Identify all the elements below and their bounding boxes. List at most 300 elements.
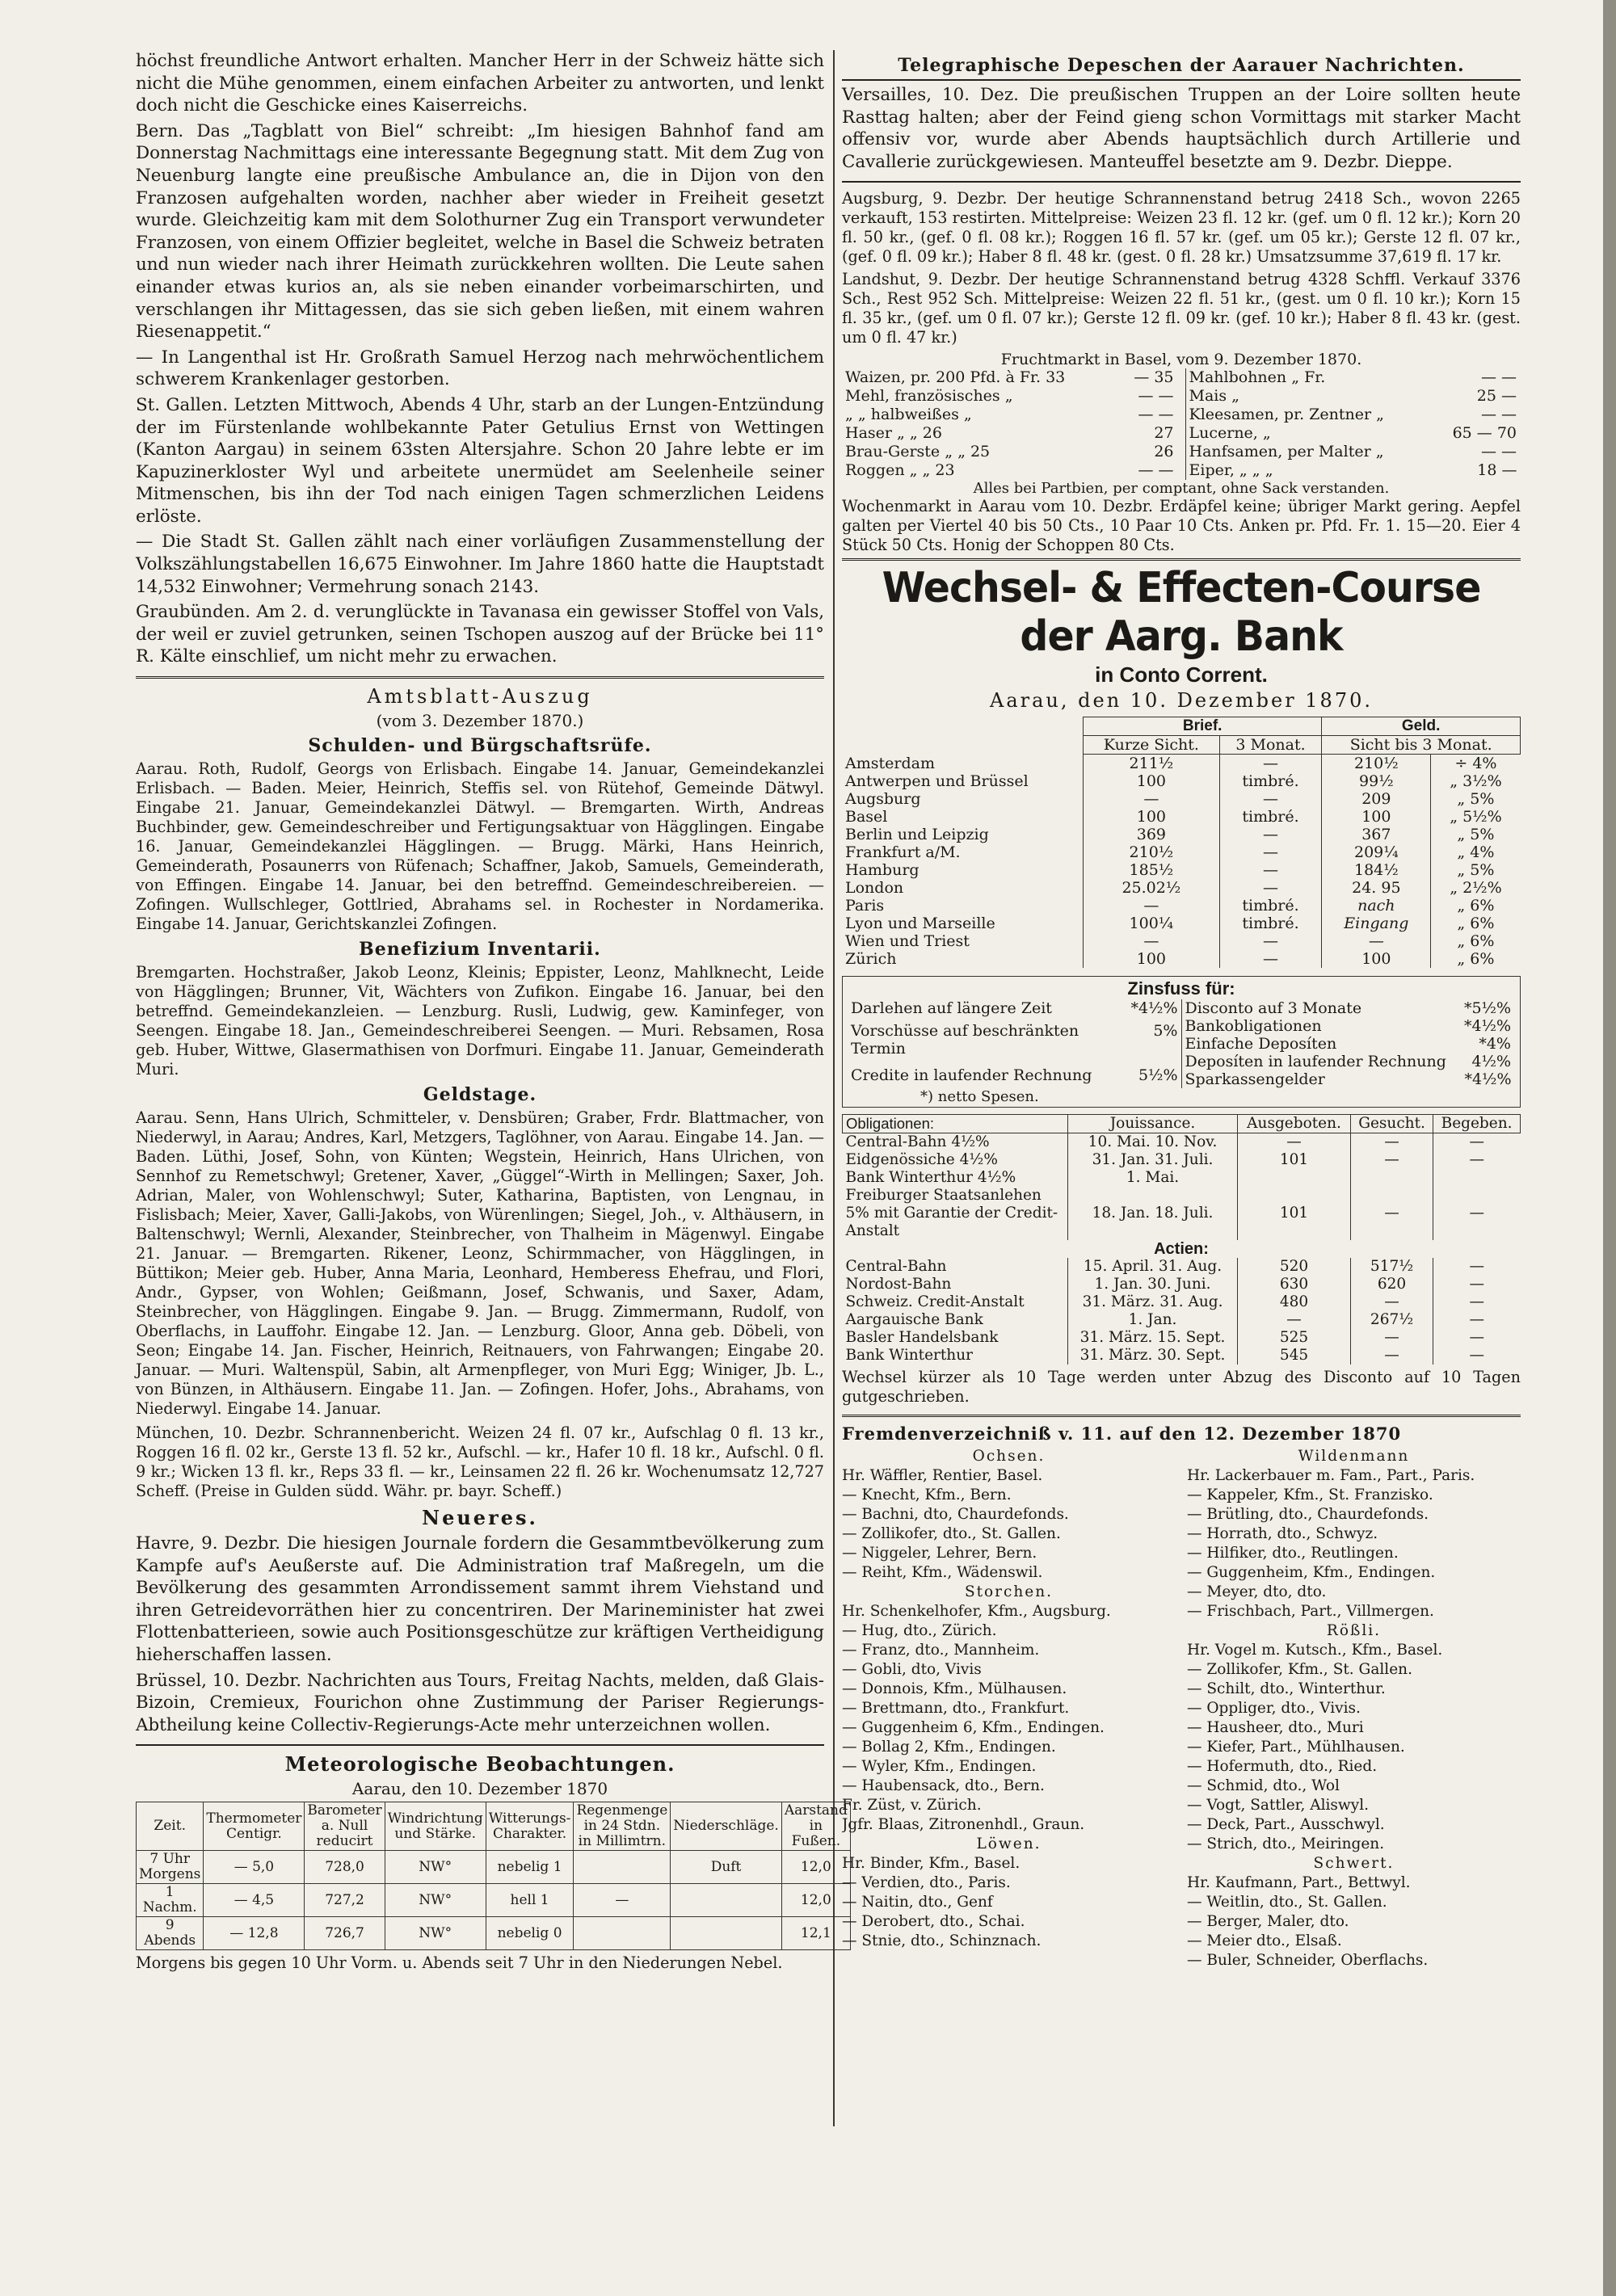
exchange-cell: Amsterdam	[845, 755, 935, 773]
fruchtmarkt-cell: 18 —	[1477, 461, 1517, 480]
fruchtmarkt-cell: „ „ halbweißes „	[845, 406, 972, 424]
zinsfuss-cell: *5½%	[1463, 999, 1511, 1018]
security-cell: 15. April. 31. Aug.	[1068, 1258, 1238, 1276]
meteo-cell: 727,2	[305, 1884, 385, 1917]
schulden-text: Aarau. Roth, Rudolf, Georgs von Erlisbach. Eingabe 14. Januar, Gemeindekanzlei Erlisbach. — Baden. Meier, Heinrich, Steffis sel. von Rütehof, Gemeinde Dätwyl. Eingabe 21. Januar, Gemeindekanzlei Dätwyl. — Bremgarten. Wirth, Andreas Buchbinder, gew. Gemeindeschreiber und Fertigungsaktuar von Hägglingen. Eingabe 16. Januar, Gemeindekanzlei Hägglingen. — Brugg. Märki, Hans Heinrich, Gemeinderath, Posaunerrs von Rüfenach; Schaffner, Jakob, Samuels, Gemeinderath, von Effingen. Eingabe 14. Januar, bei den betreffnd. Gemeindeschreibereien. — Zofingen. Wullschleger, Gottlried, Abrahams sel. in Rochester in Nordamerika. Eingabe 14. Januar, Gerichtskanzlei Zofingen.	[136, 759, 824, 934]
exchange-cell: 210½	[1322, 755, 1431, 773]
security-cell: Bank Winterthur	[845, 1347, 973, 1365]
blank-header	[842, 717, 1084, 736]
exchange-row	[842, 932, 1521, 950]
meteo-cell: hell 1	[486, 1884, 574, 1917]
security-row	[843, 1311, 1521, 1329]
amtsblatt-date: (vom 3. Dezember 1870.)	[376, 711, 584, 731]
fruchtmarkt-title: Fruchtmarkt in Basel, vom 9. Dezember 1870.	[1000, 351, 1362, 369]
guest-entry: — Berger, Maler, dto.	[1187, 1913, 1349, 1931]
article-havre: Havre, 9. Dezbr. Die hiesigen Journale fordern die Gesammtbevölkerung zum Kampfe auf's Aeußerste auf. Die Administration traf Maßregeln, um die Bevölkerung des gesammten Arrondissement sammt ihrem Viehstand und ihren Getreidevorräthen hier zu concentriren. Der Marineminister hat zwei Flottenbatterieen, sowie auch Positionsgeschütze zur kräftigen Vertheidigung hieherschaffen lassen.	[136, 1533, 824, 1665]
meteo-header-row	[137, 1802, 851, 1851]
security-row	[843, 1258, 1521, 1276]
security-cell: 1. Mai.	[1068, 1169, 1238, 1187]
guest-entry: — Naitin, dto., Genf	[842, 1894, 993, 1911]
guest-entry: — Kiefer, Part., Mühlhausen.	[1187, 1739, 1405, 1756]
zinsfuss-cell: 5%	[1153, 1021, 1178, 1040]
guest-entry: — Frischbach, Part., Villmergen.	[1187, 1603, 1434, 1621]
zinsfuss-cell: *4½%	[1463, 1017, 1511, 1036]
meteo-header-cell: Thermometer Centigr.	[204, 1802, 305, 1851]
exchange-cell: „ 5%	[1457, 790, 1495, 809]
meteo-cell: — 5,0	[204, 1851, 305, 1884]
meteo-header-cell: Zeit.	[137, 1802, 204, 1851]
fruchtmarkt-cell: 25 —	[1476, 387, 1517, 406]
exchange-row	[842, 808, 1521, 826]
exchange-cell: ÷ 4%	[1454, 755, 1497, 773]
zinsfuss-cell: Vorschüsse auf beschränkten Termin	[851, 1021, 1079, 1058]
meteo-cell: —	[574, 1884, 671, 1917]
fruchtmarkt-row	[1185, 461, 1521, 480]
exchange-cell: —	[1219, 932, 1322, 950]
security-cell: Central-Bahn 4½%	[845, 1133, 990, 1151]
exchange-cell: —	[1084, 897, 1220, 915]
meteo-cell: — 4,5	[204, 1884, 305, 1917]
meteo-cell: 728,0	[305, 1851, 385, 1884]
guest-entry: Hr. Binder, Kfm., Basel.	[842, 1855, 1021, 1873]
fruchtmarkt-row	[1185, 368, 1521, 387]
article-intro: höchst freundliche Antwort erhalten. Mancher Herr in der Schweiz hätte sich nicht die Mühe genommen, einem einfachen Arbeiter zu antworten, und lenkt doch nicht die Geschicke eines Kaiserreichs.	[136, 51, 824, 116]
fruchtmarkt-cell: 65 — 70	[1452, 424, 1517, 443]
security-cell: —	[1351, 1329, 1433, 1347]
meteo-cell: Duft	[671, 1851, 782, 1884]
fremden-list	[842, 1447, 1521, 1970]
fruchtmarkt-cell: — —	[1480, 443, 1517, 461]
geld-header: Geld.	[1322, 717, 1521, 736]
security-row	[843, 1169, 1521, 1187]
guest-entry: — Guggenheim, Kfm., Endingen.	[1187, 1564, 1436, 1582]
exchange-cell: London	[845, 879, 904, 898]
meteo-cell: NW°	[385, 1851, 486, 1884]
divider	[842, 79, 1521, 81]
right-column	[842, 50, 1521, 1970]
guest-entry: — Stnie, dto., Schinznach.	[842, 1932, 1042, 1950]
security-cell: 1. Jan.	[1068, 1311, 1238, 1329]
security-row	[843, 1187, 1521, 1240]
zinsfuss-row	[1181, 1017, 1515, 1035]
guest-entry: — Deck, Part., Ausschwyl.	[1187, 1816, 1385, 1834]
zinsfuss-row	[1181, 999, 1515, 1017]
security-cell: —	[1433, 1187, 1521, 1240]
exchange-cell: 25.02½	[1084, 879, 1220, 897]
article-stgallen: St. Gallen. Letzten Mittwoch, Abends 4 Uhr, starb an der Lungen-Entzündung der im Fürstenlande wohlbekannte Pater Getulius Ernst von Wettingen (Kanton Aargau) in seinem 63sten Altersjahre. Schon 20 Jahre lebte er im Kapuzinerkloster Wyl und arbeitete unermüdet am Seelenheile seiner Mitmenschen, bis ihn der Tod nach einigen Tagen schmerzlichen Leidens erlöste.	[136, 394, 824, 527]
security-cell: —	[1351, 1293, 1433, 1311]
zinsfuss-cell: Credite in laufender Rechnung	[851, 1066, 1092, 1084]
guest-entry: Hr. Wäffler, Rentier, Basel.	[842, 1467, 1043, 1485]
zinsfuss-title: Zinsfuss für:	[1127, 978, 1235, 999]
fremden-title: Fremdenverzeichniß v. 11. auf den 12. Dezember 1870	[842, 1423, 1402, 1444]
fruchtmarkt-row	[1185, 424, 1521, 443]
schulden-heading: Schulden- und Bürgschaftsrüfe.	[308, 735, 652, 757]
guest-entry: Hr. Lackerbauer m. Fam., Part., Paris.	[1187, 1467, 1475, 1485]
exchange-row	[842, 897, 1521, 915]
guest-entry: — Zollikofer, dto., St. Gallen.	[842, 1525, 1061, 1543]
zinsfuss-row	[1181, 1035, 1515, 1053]
exchange-cell: —	[1219, 790, 1322, 808]
exchange-cell: Basel	[845, 808, 888, 826]
meteo-row	[137, 1851, 851, 1884]
zinsfuss-cell: *4%	[1479, 1035, 1511, 1053]
exchange-cell: —	[1219, 826, 1322, 843]
zinsfuss-cell: *4½%	[1130, 999, 1178, 1018]
exchange-cell: —	[1219, 843, 1322, 861]
security-cell: —	[1238, 1311, 1351, 1329]
article-bruessel: Brüssel, 10. Dezbr. Nachrichten aus Tours, Freitag Nachts, melden, daß Glais-Bizoin, Cremieux, Fourichon ohne Zustimmung der Pariser Regierungs-Abtheilung keine Collectiv-Regierungs-Acte mehr unterzeichnen wollen.	[136, 1670, 824, 1735]
security-row	[843, 1293, 1521, 1311]
exchange-row	[842, 843, 1521, 861]
guest-entry: — Hug, dto., Zürich.	[842, 1622, 997, 1640]
guest-entry: Storchen.	[964, 1583, 1054, 1601]
exchange-row	[842, 790, 1521, 808]
meteo-body	[137, 1851, 851, 1950]
zinsfuss-row	[848, 1022, 1181, 1066]
security-cell: 525	[1238, 1329, 1351, 1347]
exchange-cell: Wien und Triest	[845, 932, 970, 951]
exchange-cell: nach	[1322, 897, 1431, 915]
guest-entry: — Vogt, Sattler, Aliswyl.	[1187, 1797, 1369, 1815]
drei-monat-header: 3 Monat.	[1219, 736, 1322, 755]
security-cell: Bank Winterthur 4½%	[845, 1169, 1016, 1187]
benefizium-heading: Benefizium Inventarii.	[359, 939, 601, 961]
meteo-cell: 9 Abends	[137, 1917, 204, 1950]
security-cell: —	[1351, 1151, 1433, 1169]
exchange-cell: „ 5%	[1457, 826, 1495, 844]
fruchtmarkt-cell: Eiper, „ „ „	[1189, 461, 1273, 480]
exchange-cell: 211½	[1084, 755, 1220, 773]
neueres-heading: Neueres.	[422, 1506, 538, 1530]
guest-entry: — Schilt, dto., Winterthur.	[1187, 1680, 1386, 1698]
zinsfuss-note: *) netto Spesen.	[920, 1088, 1039, 1106]
zinsfuss-row	[1181, 1070, 1515, 1088]
article-graubuenden: Graubünden. Am 2. d. verunglückte in Tavanasa ein gewisser Stoffel von Vals, der weil er zuviel getrunken, seinen Tschopen auszog auf der Brücke bei 11° R. Kälte einschlief, um nicht mehr zu erwachen.	[136, 602, 824, 667]
guest-entry: — Guggenheim 6, Kfm., Endingen.	[842, 1719, 1105, 1737]
exchange-cell: Frankfurt a/M.	[845, 843, 961, 862]
zinsfuss-cell: Sparkassengelder	[1185, 1070, 1325, 1089]
guest-entry: — Zollikofer, Kfm., St. Gallen.	[1187, 1661, 1412, 1679]
guest-entry: — Franz, dto., Mannheim.	[842, 1642, 1040, 1659]
fruchtmarkt-row	[1185, 387, 1521, 406]
exchange-row	[842, 950, 1521, 968]
obligationen-body	[843, 1133, 1521, 1241]
guest-entry: Fr. Züst, v. Zürich.	[842, 1797, 982, 1815]
security-cell: —	[1433, 1329, 1521, 1347]
exchange-cell: —	[1084, 932, 1220, 950]
exchange-cell: „ 6%	[1457, 897, 1495, 915]
guest-entry: — Wyler, Kfm., Endingen.	[842, 1758, 1037, 1776]
muenchen-report: München, 10. Dezbr. Schrannenbericht. Weizen 24 fl. 07 kr., Aufschlag 0 fl. 13 kr., Roggen 16 fl. 02 kr., Gerste 13 fl. 52 kr., Aufschl. — kr., Hafer 10 fl. 18 kr., Aufschl. 0 fl. 9 kr.; Wicken 13 fl. kr., Reps 33 fl. — kr., Leinsamen 22 fl. 26 kr. Wochenumsatz 12,727 Scheff. (Preise in Gulden südd. Währ. pr. bayr. Scheff.)	[136, 1423, 824, 1501]
meteo-cell: NW°	[385, 1917, 486, 1950]
security-cell: —	[1433, 1133, 1521, 1152]
fruchtmarkt-cell: Haser „ „ 26	[845, 424, 942, 443]
fruchtmarkt-right	[1185, 368, 1521, 480]
meteo-cell	[574, 1917, 671, 1950]
fruchtmarkt-row	[842, 443, 1177, 461]
exchange-cell: „ 6%	[1457, 915, 1495, 933]
fruchtmarkt-cell: — —	[1480, 406, 1517, 424]
exchange-cell: Augsburg	[845, 790, 921, 809]
fruchtmarkt-row	[842, 424, 1177, 443]
article-versailles: Versailles, 10. Dez. Die preußischen Truppen an der Loire sollten heute Rasttag halten; aber der Feind gieng schon Vormittags mit starker Macht offensiv vor, wurde aber Abends hauptsächlich durch Artillerie und Cavallerie zurückgewiesen. Manteuffel besetzte am 9. Dezbr. Dieppe.	[842, 85, 1521, 172]
fruchtmarkt-cell: 27	[1154, 424, 1174, 443]
guest-entry: Löwen.	[976, 1836, 1042, 1853]
security-cell: 31. Jan. 31. Juli.	[1068, 1151, 1238, 1169]
divider	[842, 558, 1521, 561]
security-cell: 480	[1238, 1293, 1351, 1311]
divider	[136, 1744, 824, 1746]
amtsblatt-title: Amtsblatt-Auszug	[367, 685, 593, 709]
meteo-header-cell: Aarstand in Fußen.	[781, 1802, 850, 1851]
wochenmarkt-report: Wochenmarkt in Aarau vom 10. Dezbr. Erdäpfel keine; übriger Markt gering. Aepfel galten per Viertel 40 bis 50 Cts., 10 Paar 10 Cts. Anken pr. Pfd. Fr. 1. 15—20. Eier 4 Stück 50 Cts. Honig der Schoppen 80 Cts.	[842, 497, 1521, 555]
security-cell: 10. Mai. 10. Nov.	[1068, 1133, 1238, 1152]
divider	[842, 1415, 1521, 1417]
meteo-cell: nebelig 1	[486, 1851, 574, 1884]
security-cell	[1238, 1169, 1351, 1187]
actien-title: Actien:	[1154, 1240, 1209, 1259]
meteo-cell: 726,7	[305, 1917, 385, 1950]
fruchtmarkt-cell: 26	[1154, 443, 1174, 461]
security-cell: Aargauische Bank	[845, 1311, 983, 1329]
security-cell: —	[1433, 1258, 1521, 1276]
divider	[842, 181, 1521, 183]
meteo-cell: NW°	[385, 1884, 486, 1917]
meteo-header-cell: Niederschläge.	[671, 1802, 782, 1851]
exchange-cell: „ 5%	[1457, 861, 1495, 880]
security-cell: 517½	[1351, 1258, 1433, 1276]
bank-title: Wechsel- & Effecten-Course der Aarg. Bank	[882, 564, 1481, 662]
obligationen-table	[842, 1114, 1521, 1365]
fruchtmarkt-row	[1185, 443, 1521, 461]
fruchtmarkt-cell: Mehl, französisches „	[845, 387, 1013, 406]
zinsfuss-cell: Einfache Deposíten	[1185, 1035, 1337, 1053]
exchange-cell: —	[1219, 950, 1322, 968]
exchange-cell: 100¼	[1084, 915, 1220, 932]
guest-entry: Jgfr. Blaas, Zitronenhdl., Graun.	[842, 1816, 1085, 1834]
exchange-cell: 100	[1322, 808, 1431, 826]
meteo-row	[137, 1884, 851, 1917]
guest-entry: — Meyer, dto, dto.	[1187, 1583, 1327, 1601]
security-cell: 630	[1238, 1276, 1351, 1293]
zinsfuss-cols	[848, 999, 1515, 1088]
zinsfuss-cell: *4½%	[1464, 1070, 1512, 1089]
exchange-cell: „ 2½%	[1450, 879, 1502, 898]
geldstage-text: Aarau. Senn, Hans Ulrich, Schmitteler, v. Densbüren; Graber, Frdr. Blattmacher, von Niederwyl, in Aarau; Andres, Karl, Metzgers, Taglöhner, von Aarau. Eingabe 14. Jan. — Baden. Lüthi, Josef, Sohn, von Künten; Wegstein, Heinrich, Hans Ulrichen, von Sennhof zu Remetschwyl; Gretener, Xaver, „Güggel“-Wirth in Mellingen; Saxer, Joh. Adrian, Maler, von Wohlenschwyl; Suter, Katharina, Baptisten, von Lengnau, in Fislisbach; Meier, Xaver, Galli-Jakobs, von Würenlingen; Siegel, Joh., v. Althäusern, in Baltenschwyl; Wernli, Alexander, Steinbrecher, von Thalheim in Mägenwyl. Eingabe 21. Januar. — Bremgarten. Rikener, Leonz, Schirmmacher, von Hägglingen, in Büttikon; Meier geb. Huber, Anna Maria, Leonhard, Hemberess Ehefrau, und Flori, Andr., Gypser, von Wohlen; Geißmann, Josef, Schwanis, und Saxer, Adam, Steinbrecher, von Hägglingen. Eingabe 9. Jan. — Brugg. Zimmermann, Rudolf, von Oberflachs, in Lauffohr. Eingabe 12. Jan. — Lenzburg. Gloor, Anna geb. Döbeli, von Seon; Eingabe 14. Jan. Fischer, Heinrich, Reitnauers, von Fahrwangen; Eingabe 20. Januar. — Muri. Waltenspül, Sabin, alt Armenpfleger, von Muri Egg; Winiger, Jb. L., von Bünzen, in Althäusern. Eingabe 11. Jan. — Zofingen. Hofer, Johs., Abrahams, von Niederwyl. Eingabe 14. Januar.	[136, 1108, 824, 1419]
exchange-cell: —	[1219, 755, 1322, 773]
zinsfuss-row	[1181, 1053, 1515, 1070]
augsburg-report: Augsburg, 9. Dezbr. Der heutige Schrannenstand betrug 2418 Sch., wovon 2265 verkauft, 153 restirten. Mittelpreise: Weizen 23 fl. 12 kr. (gef. um 0 fl. 12 kr.); Korn 20 fl. 50 kr., (gef. 0 fl. 08 kr.); Roggen 16 fl. 57 kr. (gef. um 05 kr.); Gerste 12 fl. 07 kr., (gef. 0 fl. 09 kr.); Haber 8 fl. 48 kr. (gest. 0 fl. 28 kr.) Umsatzsumme 37,619 fl. 17 kr.	[842, 189, 1521, 267]
fruchtmarkt-cell: Kleesamen, pr. Zentner „	[1189, 406, 1384, 424]
exchange-cell: —	[1084, 790, 1220, 808]
exchange-cell: —	[1219, 861, 1322, 879]
security-cell: —	[1351, 1347, 1433, 1365]
exchange-cell: „ 6%	[1457, 950, 1495, 969]
meteo-footnote: Morgens bis gegen 10 Uhr Vorm. u. Abends seit 7 Uhr in den Niederungen Nebel.	[136, 1953, 783, 1973]
security-cell: —	[1433, 1311, 1521, 1329]
exchange-row	[842, 772, 1521, 790]
zinsfuss-cell: Deposíten in laufender Rechnung	[1185, 1053, 1446, 1071]
exchange-cell: Antwerpen und Brüssel	[845, 772, 1029, 791]
exchange-cell: 100	[1322, 950, 1431, 968]
fruchtmarkt-cell: — —	[1138, 387, 1174, 406]
meteo-cell	[671, 1917, 782, 1950]
exchange-cell: 210½	[1084, 843, 1220, 861]
guest-entry: — Weitlin, dto., St. Gallen.	[1187, 1894, 1387, 1911]
fruchtmarkt-cell: Mais „	[1189, 387, 1239, 406]
exchange-cell: 209	[1322, 790, 1431, 808]
exchange-cell: 100	[1084, 950, 1220, 968]
exchange-cell: —	[1219, 879, 1322, 897]
exchange-cell: 99½	[1322, 772, 1431, 790]
fruchtmarkt-cell: Hanfsamen, per Malter „	[1189, 443, 1384, 461]
fruchtmarkt-row	[842, 461, 1177, 480]
guest-entry: — Kappeler, Kfm., St. Franzisko.	[1187, 1487, 1433, 1504]
zinsfuss-cell: 5½%	[1138, 1066, 1178, 1084]
fruchtmarkt-cell: — 35	[1134, 368, 1174, 387]
left-column	[136, 50, 848, 1976]
kurze-sicht-header: Kurze Sicht.	[1084, 736, 1220, 755]
zinsfuss-row	[848, 999, 1181, 1022]
guest-entry: Hr. Vogel m. Kutsch., Kfm., Basel.	[1187, 1642, 1443, 1659]
begeben-header: Begeben.	[1433, 1115, 1521, 1133]
exchange-cell: 369	[1084, 826, 1220, 843]
bank-date: Aarau, den 10. Dezember 1870.	[989, 689, 1373, 713]
zinsfuss-box	[842, 976, 1521, 1108]
security-row	[843, 1133, 1521, 1152]
security-cell: Freiburger Staatsanlehen 5% mit Garantie der Credit-Anstalt	[845, 1187, 1058, 1240]
guest-entry: — Brütling, dto., Chaurdefonds.	[1187, 1506, 1429, 1524]
guest-entry: — Bachni, dto, Chaurdefonds.	[842, 1506, 1069, 1524]
guest-entry: — Hilfiker, dto., Reutlingen.	[1187, 1545, 1399, 1562]
meteo-header-cell: Barometer a. Null reducirt	[305, 1802, 385, 1851]
security-cell: Schweiz. Credit-Anstalt	[845, 1293, 1025, 1311]
security-cell: —	[1238, 1133, 1351, 1152]
security-cell: 101	[1238, 1151, 1351, 1169]
exchange-cell: „ 4%	[1457, 843, 1495, 862]
security-cell: Central-Bahn	[845, 1258, 947, 1276]
geldstage-heading: Geldstage.	[423, 1084, 537, 1106]
meteo-cell: 12,0	[781, 1884, 850, 1917]
zinsfuss-right	[1181, 999, 1516, 1088]
security-cell: Nordost-Bahn	[845, 1276, 952, 1293]
benefizium-text: Bremgarten. Hochstraßer, Jakob Leonz, Kleinis; Eppister, Leonz, Mahlknecht, Leide von Hägglingen; Brunner, Vit, Wächters von Zufikon. Eingabe 16. Januar, bei den betreffnd. Gemeindekanzleien. — Lenzburg. Rusli, Ludwig, gew. Kaminfeger, von Seengen. Eingabe 18. Jan., Gemeindeschreiberei Seengen. — Muri. Rebsamen, Rosa geb. Huber, Wittwe, Glasermathisen von Dorfmuri. Eingabe 11. Januar, Gemeinderath Muri.	[136, 963, 824, 1079]
security-cell: Eidgenössiche 4½%	[845, 1151, 998, 1169]
exchange-cell: 185½	[1084, 861, 1220, 879]
telegraph-title: Telegraphische Depeschen der Aarauer Nachrichten.	[898, 55, 1465, 76]
guest-entry: — Buler, Schneider, Oberflachs.	[1187, 1952, 1429, 1970]
fremden-left	[842, 1447, 1176, 1970]
exchange-cell: Hamburg	[845, 861, 920, 880]
fruchtmarkt-cell: Brau-Gerste „ „ 25	[845, 443, 991, 461]
exchange-cell: 100	[1084, 808, 1220, 826]
brief-header: Brief.	[1084, 717, 1322, 736]
fruchtmarkt-note: Alles bei Partbien, per comptant, ohne Sack verstanden.	[973, 480, 1390, 498]
exchange-cell: Zürich	[845, 950, 897, 969]
fruchtmarkt-cell: — —	[1480, 368, 1517, 387]
security-cell: —	[1433, 1293, 1521, 1311]
fruchtmarkt-left	[842, 368, 1177, 480]
security-cell: 31. März. 15. Sept.	[1068, 1329, 1238, 1347]
sicht-bis-header: Sicht bis 3 Monat.	[1322, 736, 1521, 755]
security-cell: —	[1351, 1187, 1433, 1240]
guest-entry: — Donnois, Kfm., Mülhausen.	[842, 1680, 1067, 1698]
meteo-cell: nebelig 0	[486, 1917, 574, 1950]
security-row	[843, 1347, 1521, 1365]
exchange-row	[842, 879, 1521, 897]
guest-entry: — Oppliger, dto., Vivis.	[1187, 1700, 1361, 1718]
guest-entry: — Hofermuth, dto., Ried.	[1187, 1758, 1378, 1776]
fruchtmarkt-row	[842, 368, 1177, 387]
meteo-table	[136, 1802, 851, 1950]
fruchtmarkt-cell: Mahlbohnen „ Fr.	[1189, 368, 1326, 387]
guest-entry: — Niggeler, Lehrer, Bern.	[842, 1545, 1037, 1562]
zinsfuss-cell: Darlehen auf längere Zeit	[851, 999, 1052, 1018]
security-cell: —	[1433, 1276, 1521, 1293]
exchange-cell: 24. 95	[1322, 879, 1431, 897]
meteo-cell	[671, 1884, 782, 1917]
security-cell	[1433, 1169, 1521, 1187]
zinsfuss-cell: 4½%	[1471, 1053, 1511, 1071]
guest-entry: — Schmid, dto., Wol	[1187, 1777, 1340, 1795]
guest-entry: — Verdien, dto., Paris.	[842, 1874, 1011, 1892]
security-cell: 31. März. 30. Sept.	[1068, 1347, 1238, 1365]
guest-entry: — Knecht, Kfm., Bern.	[842, 1487, 1012, 1504]
meteo-subtitle: Aarau, den 10. Dezember 1870	[351, 1779, 608, 1799]
guest-entry: Schwert.	[1313, 1855, 1395, 1873]
exchange-cell: „ 5½%	[1450, 808, 1502, 826]
security-cell: 620	[1351, 1276, 1433, 1293]
jouissance-header: Jouissance.	[1068, 1115, 1238, 1133]
fruchtmarkt-table	[842, 368, 1521, 480]
exchange-cell: „ 3½%	[1450, 772, 1502, 791]
security-cell: —	[1433, 1151, 1521, 1169]
exchange-cell: 209¼	[1322, 843, 1431, 861]
exchange-cell: 367	[1322, 826, 1431, 843]
meteo-cell: 7 Uhr Morgens	[137, 1851, 204, 1884]
exchange-row	[842, 755, 1521, 773]
exchange-cell: Eingang	[1322, 915, 1431, 932]
security-cell: 267½	[1351, 1311, 1433, 1329]
guest-entry: — Brettmann, dto., Frankfurt.	[842, 1700, 1070, 1718]
fruchtmarkt-cell: Waizen, pr. 200 Pfd. à Fr. 33	[845, 368, 1066, 387]
exchange-row	[842, 861, 1521, 879]
exchange-cell: —	[1322, 932, 1431, 950]
fruchtmarkt-cell: — —	[1138, 461, 1174, 480]
exchange-cell: Paris	[845, 897, 885, 915]
security-row	[843, 1329, 1521, 1347]
fruchtmarkt-row	[1185, 406, 1521, 424]
gesucht-header: Gesucht.	[1351, 1115, 1433, 1133]
exchange-cell: timbré.	[1219, 772, 1322, 790]
guest-entry: — Horrath, dto., Schwyz.	[1187, 1525, 1378, 1543]
fruchtmarkt-cell: Lucerne, „	[1189, 424, 1271, 443]
landshut-report: Landshut, 9. Dezbr. Der heutige Schrannenstand betrug 4328 Schffl. Verkauf 3376 Sch., Rest 952 Sch. Mittelpreise: Weizen 22 fl. 51 kr., (gest. um 0 fl. 10 kr.); Korn 15 fl. 35 kr., (gef. um 0 fl. 07 kr.); Gerste 12 fl. 09 kr. (gef. 10 kr.); Haber 8 fl. 43 kr. (gest. um 0 fl. 47 kr.)	[842, 270, 1521, 347]
guest-entry: — Reiht, Kfm., Wädenswil.	[842, 1564, 1043, 1582]
exchange-cell: timbré.	[1219, 915, 1322, 932]
zinsfuss-left	[848, 999, 1181, 1088]
article-stgallen-census: — Die Stadt St. Gallen zählt nach einer vorläufigen Zusammenstellung der Volkszählungstabellen 16,675 Einwohner. Im Jahre 1860 hatte die Hauptstadt 14,532 Einwohner; Vermehrung sonach 2143.	[136, 532, 824, 597]
guest-entry: — Bollag 2, Kfm., Endingen.	[842, 1739, 1056, 1756]
exchange-body	[842, 755, 1521, 969]
security-cell	[1351, 1169, 1433, 1187]
security-row	[843, 1276, 1521, 1293]
guest-entry: — Meier dto., Elsaß.	[1187, 1932, 1342, 1950]
meteo-cell: 12,0	[781, 1851, 850, 1884]
meteo-header-cell: Regenmenge in 24 Stdn. in Millimtrn.	[574, 1802, 671, 1851]
security-cell: 31. März. 31. Aug.	[1068, 1293, 1238, 1311]
